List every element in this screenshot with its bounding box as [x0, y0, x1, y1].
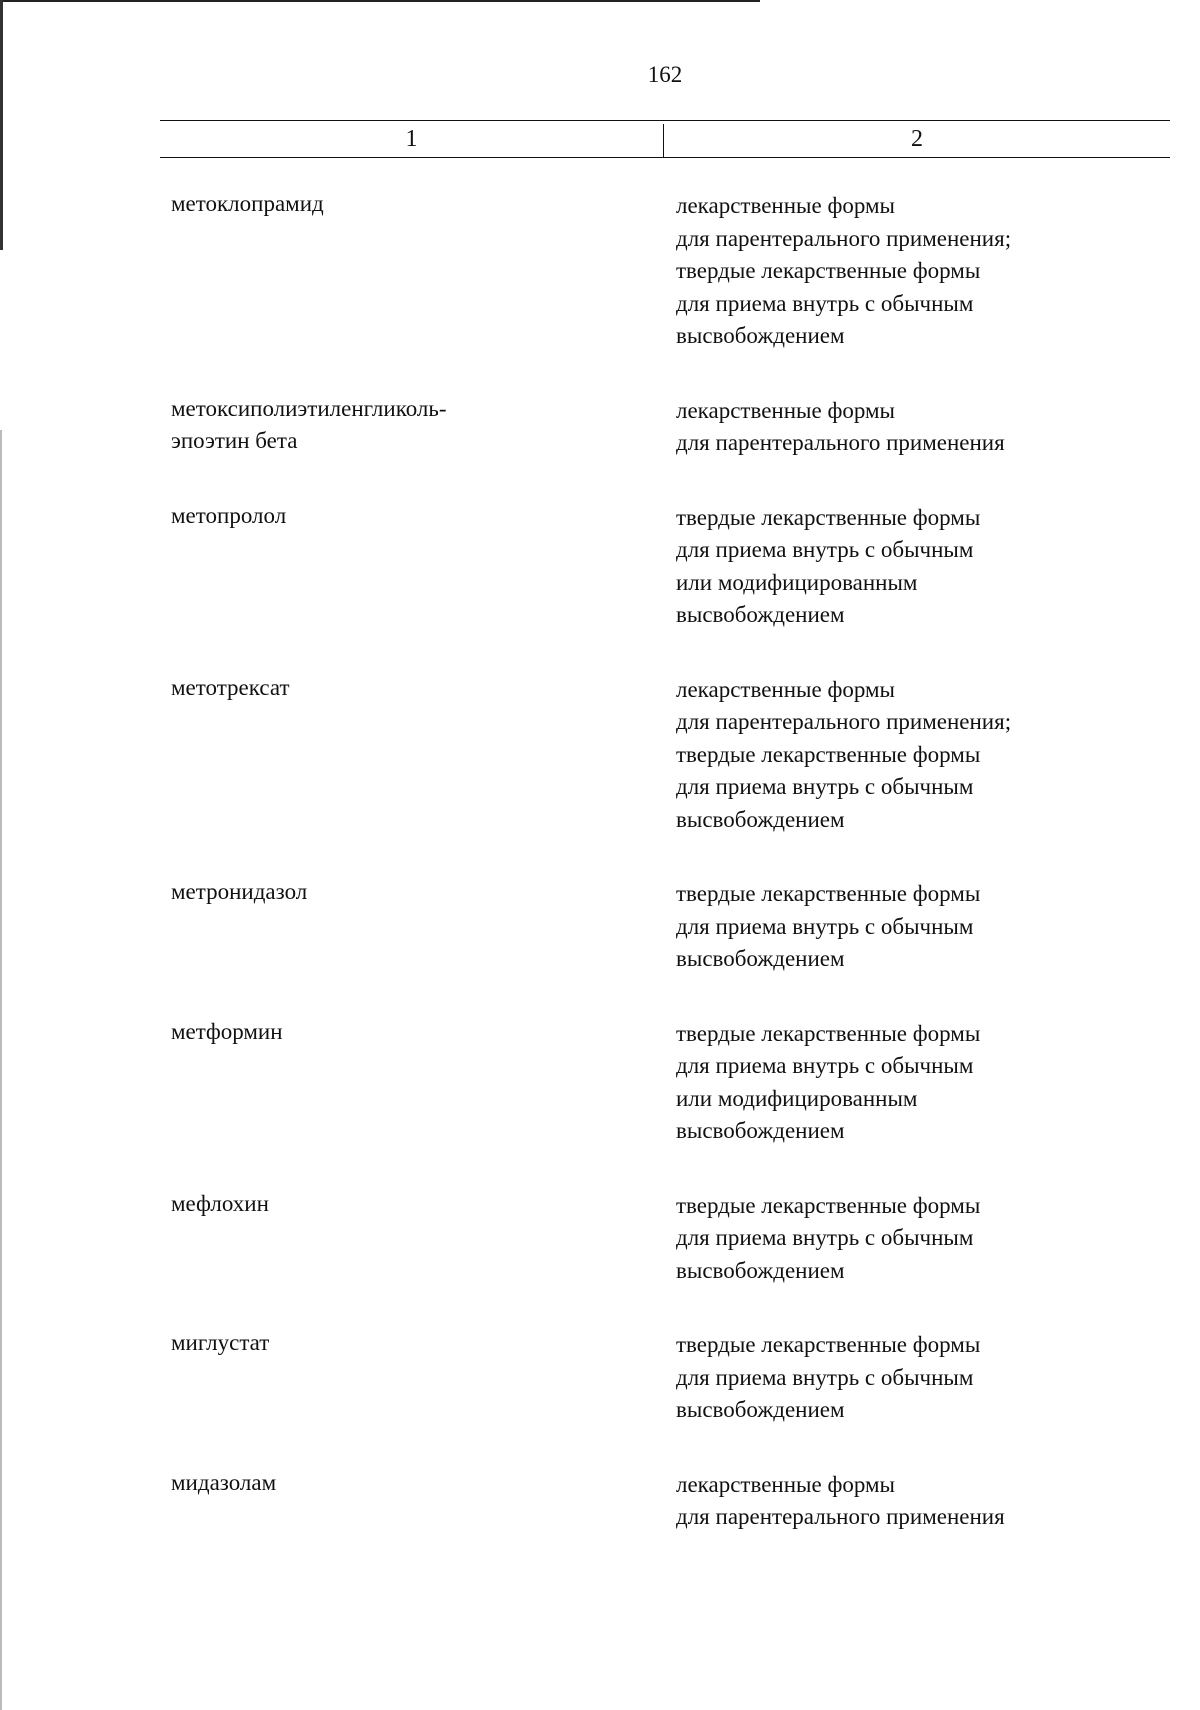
- drug-name-line: мефлохин: [171, 1190, 269, 1216]
- drug-name-line: метформин: [171, 1018, 283, 1044]
- dosage-form-line: твердые лекарственные формы: [676, 1192, 981, 1218]
- dosage-form-line: или модифицированным: [676, 569, 918, 595]
- header-rule-bottom: [160, 157, 1170, 158]
- scan-edge-top: [0, 0, 760, 2]
- dosage-form-line: для парентерального применения: [676, 1504, 1005, 1529]
- table-row: [171, 1467, 1171, 1534]
- dosage-form-line: для парентерального применения: [676, 430, 1005, 455]
- dosage-form-line: высвобождением: [676, 1257, 845, 1283]
- table-row: [171, 876, 1171, 976]
- table-row: [171, 500, 1171, 632]
- header-rule-top: [160, 120, 1170, 121]
- drug-name-line: эпоэтин бета: [171, 428, 298, 453]
- drug-name-line: метотрексат: [171, 674, 290, 700]
- dosage-form-line: для приема внутрь с обычным: [676, 913, 974, 939]
- drug-name-cell: [171, 500, 676, 632]
- dosage-form-cell: [676, 1327, 1126, 1427]
- table-row: [171, 393, 1171, 460]
- dosage-form-cell: [676, 393, 1126, 460]
- dosage-form-line: для приема внутрь с обычным: [676, 774, 974, 799]
- drug-name-line: мидазолам: [171, 1469, 277, 1495]
- dosage-form-line: высвобождением: [676, 1397, 845, 1422]
- dosage-form-line: лекарственные формы: [676, 1471, 896, 1497]
- dosage-form-cell: [676, 1016, 1126, 1148]
- dosage-form-line: для парентерального применения;: [676, 709, 1012, 734]
- header-column-1: 1: [405, 126, 418, 152]
- header-column-2: 2: [911, 126, 923, 152]
- dosage-form-line: для приема внутрь с обычным: [676, 537, 974, 562]
- drug-name-cell: [171, 1467, 676, 1534]
- drug-name-cell: [171, 1327, 676, 1427]
- dosage-form-line: для приема внутрь с обычным: [676, 1225, 974, 1250]
- scan-edge-left-faint: [0, 430, 2, 1710]
- dosage-form-line: для приема внутрь с обычным: [676, 1053, 974, 1078]
- drug-name-line: метоклопрамид: [171, 191, 324, 216]
- dosage-form-cell: [676, 188, 1126, 353]
- dosage-form-line: твердые лекарственные формы: [676, 504, 981, 530]
- dosage-form-line: высвобождением: [676, 602, 845, 627]
- dosage-form-line: твердые лекарственные формы: [676, 881, 981, 906]
- dosage-form-cell: [676, 672, 1126, 837]
- dosage-form-line: лекарственные формы: [676, 397, 896, 423]
- drug-name-cell: [171, 1188, 676, 1288]
- dosage-form-line: лекарственные формы: [676, 193, 896, 218]
- dosage-form-line: твердые лекарственные формы: [676, 1332, 981, 1357]
- drug-name-line: миглустат: [171, 1330, 270, 1355]
- dosage-form-line: высвобождением: [676, 1118, 845, 1143]
- table-row: [171, 1016, 1171, 1148]
- scan-edge-left: [0, 0, 3, 250]
- table-body: [171, 188, 1171, 1534]
- dosage-form-cell: [676, 876, 1126, 976]
- dosage-form-cell: [676, 1188, 1126, 1288]
- dosage-form-line: высвобождением: [676, 323, 845, 348]
- table-row: [171, 672, 1171, 837]
- dosage-form-line: для парентерального применения;: [676, 225, 1012, 251]
- drug-name-cell: [171, 188, 676, 353]
- table-row: [171, 1188, 1171, 1288]
- dosage-form-line: для приема внутрь с обычным: [676, 290, 974, 316]
- drug-name-cell: [171, 876, 676, 976]
- dosage-form-line: твердые лекарственные формы: [676, 741, 981, 767]
- drug-name-line: метронидазол: [171, 879, 308, 904]
- drug-name-line: метопролол: [171, 502, 287, 528]
- dosage-form-line: высвобождением: [676, 946, 845, 971]
- dosage-form-line: для приема внутрь с обычным: [676, 1364, 974, 1390]
- table-row: [171, 188, 1171, 353]
- drug-name-line: метоксиполиэтиленгликоль-: [171, 395, 447, 421]
- drug-name-cell: [171, 672, 676, 837]
- dosage-form-cell: [676, 1467, 1126, 1534]
- dosage-form-line: лекарственные формы: [676, 676, 896, 702]
- dosage-form-line: твердые лекарственные формы: [676, 1020, 981, 1046]
- page-number: 162: [647, 62, 683, 87]
- table-header: [160, 120, 1170, 160]
- dosage-form-cell: [676, 500, 1126, 632]
- dosage-form-line: высвобождением: [676, 806, 845, 832]
- drug-name-cell: [171, 393, 676, 460]
- table-row: [171, 1327, 1171, 1427]
- dosage-form-line: твердые лекарственные формы: [676, 258, 981, 283]
- dosage-form-line: или модифицированным: [676, 1085, 918, 1111]
- drug-name-cell: [171, 1016, 676, 1148]
